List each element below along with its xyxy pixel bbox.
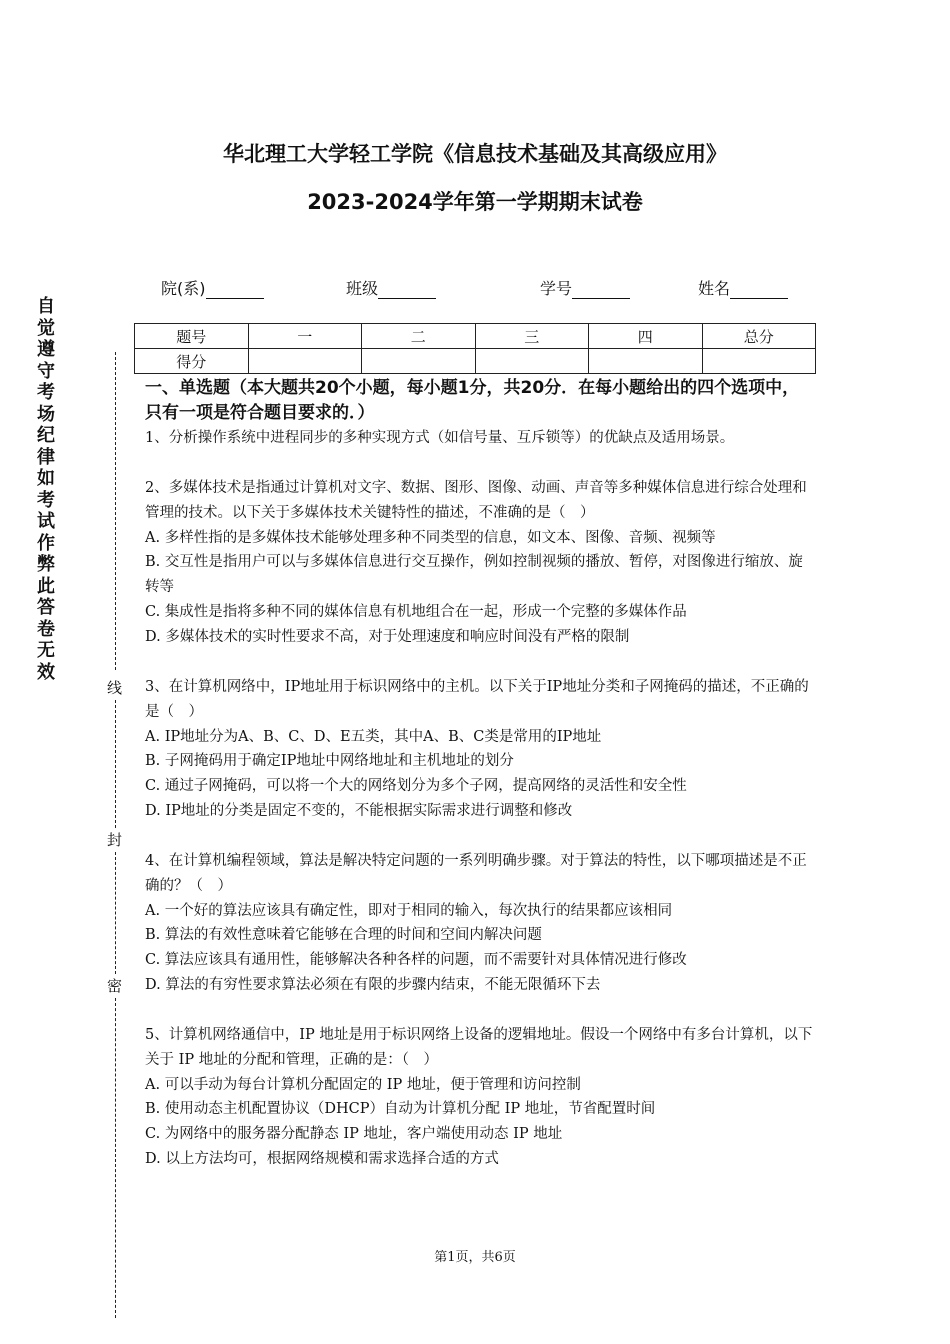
option-c[interactable]: C. 集成性是指将多种不同的媒体信息有机地组合在一起，形成一个完整的多媒体作品 <box>145 603 687 620</box>
score-cell: 题号 <box>135 324 249 349</box>
binding-char-seal: 封 <box>107 831 123 849</box>
question-3 <box>145 675 815 824</box>
dept-blank[interactable] <box>206 282 264 299</box>
option-a[interactable]: A. 一个好的算法应该具有确定性，即对于相同的输入，每次执行的结果都应该相同 <box>145 902 673 919</box>
exam-title-line2: 2023-2024学年第一学期期末试卷 <box>307 190 643 214</box>
student-id-field <box>540 276 630 299</box>
class-label: 班级 <box>346 279 379 298</box>
dept-field <box>161 276 264 299</box>
binding-dashed-line <box>115 852 116 974</box>
section-heading: 一、单选题（本大题共20个小题，每小题1分，共20分．在每小题给出的四个选项中，只有一项是符合题目要求的．） <box>145 378 800 423</box>
student-id-blank[interactable] <box>572 282 630 299</box>
option-a[interactable]: A. 多样性指的是多媒体技术能够处理多种不同类型的信息，如文本、图像、音频、视频等 <box>145 529 716 546</box>
binding-char-line: 线 <box>107 679 123 697</box>
score-cell: 三 <box>475 324 589 349</box>
option-d[interactable]: D. IP地址的分类是固定不变的，不能根据实际需求进行调整和修改 <box>145 802 573 819</box>
binding-dashed-line <box>115 700 116 828</box>
option-c[interactable]: C. 算法应该具有通用性，能够解决各种各样的问题，而不需要针对具体情况进行修改 <box>145 952 687 969</box>
exam-discipline-notice: 自觉遵守考场纪律如考试作弊此答卷无效 <box>37 296 55 683</box>
student-id-label: 学号 <box>540 279 573 298</box>
option-a[interactable]: A. IP地址分为A、B、C、D、E五类，其中A、B、C类是常用的IP地址 <box>145 728 602 745</box>
question-stem: 5、计算机网络通信中，IP 地址是用于标识网络上设备的逻辑地址。假设一个网络中有多台计算机，以下关于 IP 地址的分配和管理，正确的是：（ ） <box>145 1027 813 1068</box>
score-table-header-row <box>135 324 816 349</box>
question-stem: 4、在计算机编程领域，算法是解决特定问题的一系列明确步骤。对于算法的特性，以下哪项描述是不正确的？（ ） <box>145 853 807 894</box>
option-d[interactable]: D. 以上方法均可，根据网络规模和需求选择合适的方式 <box>145 1150 499 1167</box>
score-cell: 二 <box>362 324 476 349</box>
score-blank[interactable] <box>248 349 362 374</box>
score-cell: 一 <box>248 324 362 349</box>
option-d[interactable]: D. 算法的有穷性要求算法必须在有限的步骤内结束，不能无限循环下去 <box>145 976 601 993</box>
option-b[interactable]: B. 使用动态主机配置协议（DHCP）自动为计算机分配 IP 地址，节省配置时间 <box>145 1101 656 1118</box>
question-stem: 2、多媒体技术是指通过计算机对文字、数据、图形、图像、动画、声音等多种媒体信息进行综合处理和管理的技术。以下关于多媒体技术关键特性的描述，不准确的是（ ） <box>145 480 807 521</box>
option-b[interactable]: B. 交互性是指用户可以与多媒体信息进行交互操作，例如控制视频的播放、暂停，对图像进行缩放、旋转等 <box>145 554 803 596</box>
score-blank[interactable] <box>362 349 476 374</box>
option-c[interactable]: C. 通过子网掩码，可以将一个大的网络划分为多个子网，提高网络的灵活性和安全性 <box>145 778 687 795</box>
exam-title-line1: 华北理工大学轻工学院《信息技术基础及其高级应用》 <box>223 142 727 166</box>
dept-label: 院(系) <box>161 279 206 298</box>
binding-dashed-line <box>115 998 116 1318</box>
name-field <box>698 276 788 299</box>
option-a[interactable]: A. 可以手动为每台计算机分配固定的 IP 地址，便于管理和访问控制 <box>145 1076 581 1093</box>
score-blank[interactable] <box>702 349 816 374</box>
binding-char-secret: 密 <box>107 977 123 995</box>
page-number: 第1页，共6页 <box>434 1250 516 1265</box>
score-table-score-row <box>135 349 816 374</box>
option-d[interactable]: D. 多媒体技术的实时性要求不高，对于处理速度和响应时间没有严格的限制 <box>145 628 630 645</box>
name-label: 姓名 <box>698 279 731 298</box>
question-5 <box>145 1023 815 1172</box>
score-blank[interactable] <box>475 349 589 374</box>
score-blank[interactable] <box>589 349 703 374</box>
score-table <box>134 323 816 374</box>
option-b[interactable]: B. 算法的有效性意味着它能够在合理的时间和空间内解决问题 <box>145 927 542 944</box>
question-4 <box>145 849 815 998</box>
option-c[interactable]: C. 为网络中的服务器分配静态 IP 地址，客户端使用动态 IP 地址 <box>145 1126 563 1143</box>
question-1 <box>145 426 815 451</box>
binding-dashed-line <box>115 352 116 670</box>
score-cell: 总分 <box>702 324 816 349</box>
class-blank[interactable] <box>378 282 436 299</box>
question-2 <box>145 476 815 650</box>
score-row-label: 得分 <box>135 349 249 374</box>
question-stem: 1、分析操作系统中进程同步的多种实现方式（如信号量、互斥锁等）的优缺点及适用场景。 <box>145 430 735 446</box>
score-cell: 四 <box>589 324 703 349</box>
class-field <box>346 276 436 299</box>
name-blank[interactable] <box>730 282 788 299</box>
question-stem: 3、在计算机网络中，IP地址用于标识网络中的主机。以下关于IP地址分类和子网掩码的描述，不正确的是（ ） <box>145 679 809 720</box>
option-b[interactable]: B. 子网掩码用于确定IP地址中网络地址和主机地址的划分 <box>145 753 514 770</box>
